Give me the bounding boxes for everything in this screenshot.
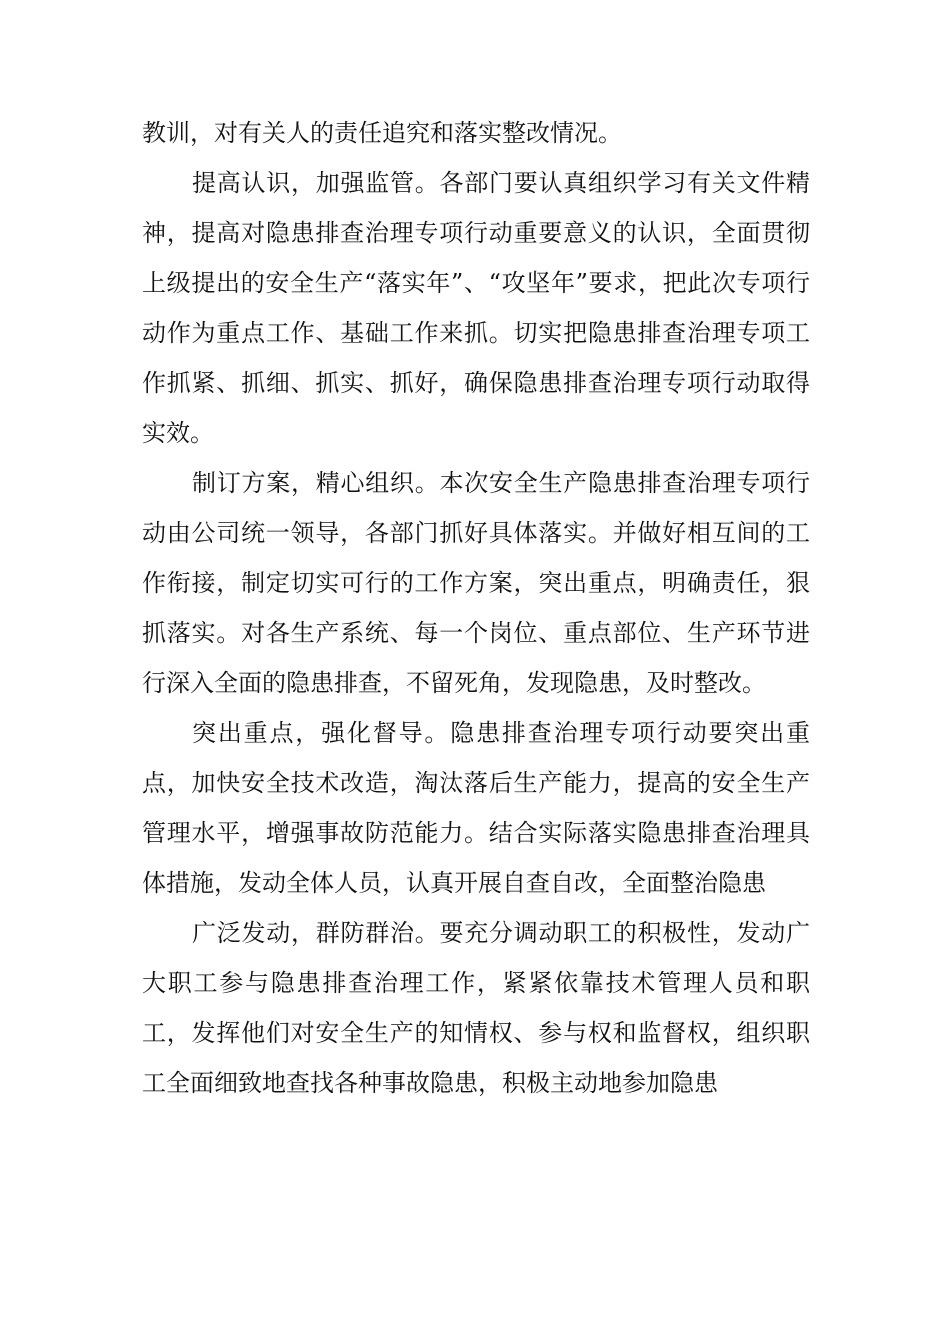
- paragraph-raise-awareness: 提高认识，加强监管。各部门要认真组织学习有关文件精神，提高对隐患排查治理专项行动重要意义的认识，全面贯彻上级提出的安全生产“落实年”、“攻坚年”要求，把此次专项行动作为重点工作、基础工作来抓。切实把隐患排查治理专项工作抓紧、抓细、抓实、抓好，确保隐患排查治理专项行动取得实效。: [142, 169, 810, 447]
- paragraph-make-plan: 制订方案，精心组织。本次安全生产隐患排查治理专项行动由公司统一领导，各部门抓好具体落实。并做好相互间的工作衔接，制定切实可行的工作方案，突出重点，明确责任，狠抓落实。对各生产系统、每一个岗位、重点部位、生产环节进行深入全面的隐患排查，不留死角，发现隐患，及时整改。: [142, 469, 810, 697]
- document-body: [142, 108, 810, 1108]
- paragraph-mobilize-staff: 广泛发动，群防群治。要充分调动职工的积极性，发动广大职工参与隐患排查治理工作，紧紧依靠技术管理人员和职工，发挥他们对安全生产的知情权、参与权和监督权，组织职工全面细致地查找各种事故隐患，积极主动地参加隐患: [142, 919, 810, 1097]
- paragraph-continuation: 教训，对有关人的责任追究和落实整改情况。: [142, 119, 622, 147]
- paragraph-highlight-focus: 突出重点，强化督导。隐患排查治理专项行动要突出重点，加快安全技术改造，淘汰落后生产能力，提高的安全生产管理水平，增强事故防范能力。结合实际落实隐患排查治理具体措施，发动全体人员，认真开展自查自改，全面整治隐患: [142, 719, 810, 897]
